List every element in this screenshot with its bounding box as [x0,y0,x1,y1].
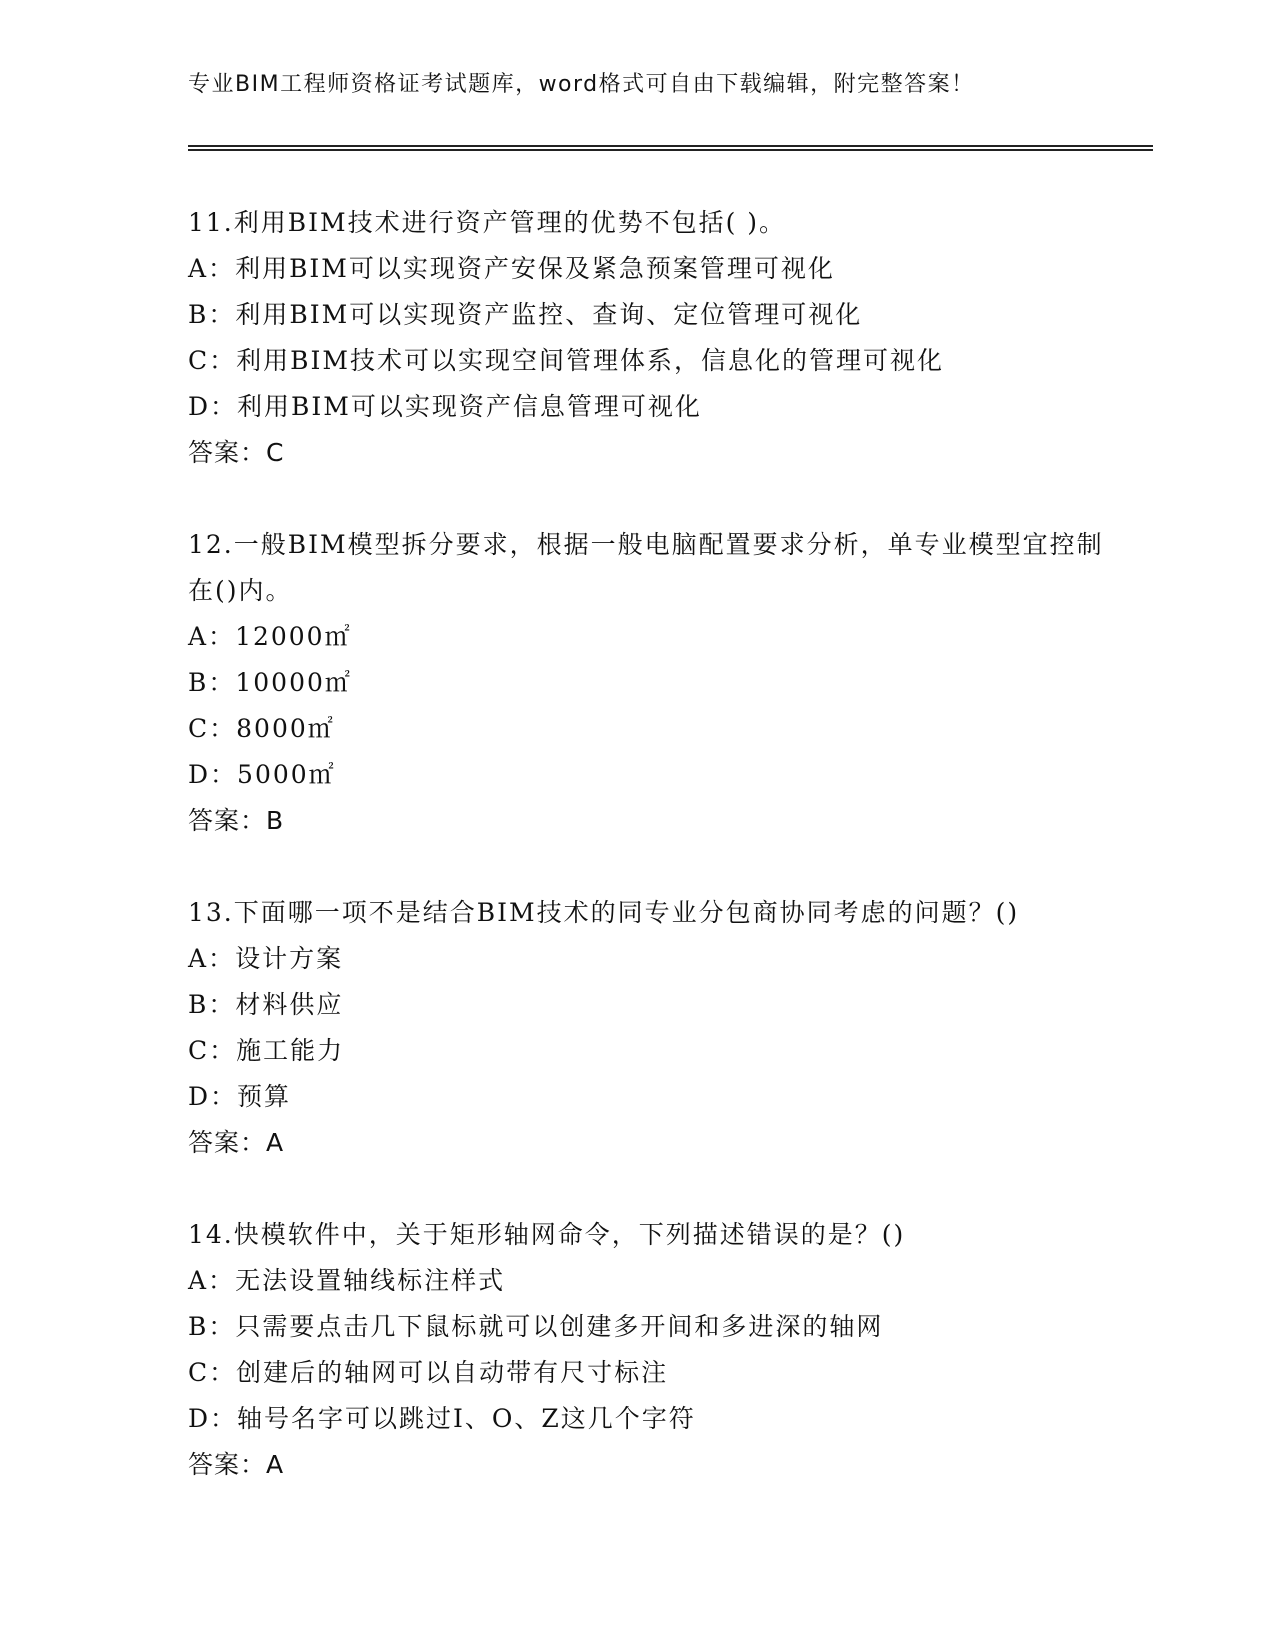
option-key: B： [188,1312,236,1341]
option-c [188,338,1128,384]
option-text: 无法设置轴线标注样式 [235,1266,506,1295]
option-b [188,292,1128,338]
answer-line: 答案：B [188,806,285,835]
option-text: 利用BIM可以实现资产信息管理可视化 [237,392,702,421]
option-key: D： [188,392,238,421]
option-b [188,982,1128,1028]
option-text: 设计方案 [235,944,344,973]
option-key: B： [188,300,236,329]
option-text: 12000㎡ [235,622,352,651]
option-a [188,1258,1128,1304]
page-header: 专业BIM工程师资格证考试题库，word格式可自由下载编辑，附完整答案！ [188,72,975,97]
answer-line: 答案：A [188,1128,285,1157]
option-text: 利用BIM可以实现资产安保及紧急预案管理可视化 [235,254,835,283]
option-key: A： [188,944,236,973]
option-c [188,1350,1128,1396]
option-c [188,1028,1128,1074]
option-text: 8000㎡ [236,714,335,743]
option-text: 施工能力 [236,1036,345,1065]
option-key: C： [188,1036,237,1065]
option-d [188,752,1128,798]
option-key: D： [188,1404,238,1433]
option-key: B： [188,990,236,1019]
question-list [188,200,1128,1534]
option-key: A： [188,254,236,283]
question-12 [188,522,1128,844]
question-11 [188,200,1128,476]
option-d [188,384,1128,430]
option-text: 轴号名字可以跳过I、O、Z这几个字符 [237,1404,696,1433]
option-d [188,1396,1128,1442]
option-b [188,1304,1128,1350]
option-a [188,936,1128,982]
option-c [188,706,1128,752]
option-key: A： [188,1266,236,1295]
question-13 [188,890,1128,1166]
option-text: 材料供应 [235,990,344,1019]
option-a [188,246,1128,292]
option-key: A： [188,622,236,651]
option-key: D： [188,760,238,789]
option-key: C： [188,346,237,375]
option-key: D： [188,1082,238,1111]
option-key: C： [188,1358,237,1387]
option-b [188,660,1128,706]
option-text: 利用BIM可以实现资产监控、查询、定位管理可视化 [235,300,863,329]
option-d [188,1074,1128,1120]
option-text: 10000㎡ [235,668,352,697]
question-text: 14.快模软件中，关于矩形轴网命令，下列描述错误的是？() [188,1220,906,1249]
option-text: 创建后的轴网可以自动带有尺寸标注 [236,1358,669,1387]
option-a [188,614,1128,660]
option-text: 只需要点击几下鼠标就可以创建多开间和多进深的轴网 [235,1312,884,1341]
header-divider [188,145,1153,151]
option-text: 预算 [237,1082,292,1111]
question-text: 12.一般BIM模型拆分要求，根据一般电脑配置要求分析，单专业模型宜控制在()内。 [188,530,1104,605]
option-key: C： [188,714,237,743]
answer-line: 答案：C [188,438,285,467]
question-text: 11.利用BIM技术进行资产管理的优势不包括( )。 [188,208,787,237]
option-text: 利用BIM技术可以实现空间管理体系，信息化的管理可视化 [236,346,944,375]
option-key: B： [188,668,236,697]
option-text: 5000㎡ [237,760,336,789]
question-14 [188,1212,1128,1488]
question-text: 13.下面哪一项不是结合BIM技术的同专业分包商协同考虑的问题？() [188,898,1020,927]
answer-line: 答案：A [188,1450,285,1479]
